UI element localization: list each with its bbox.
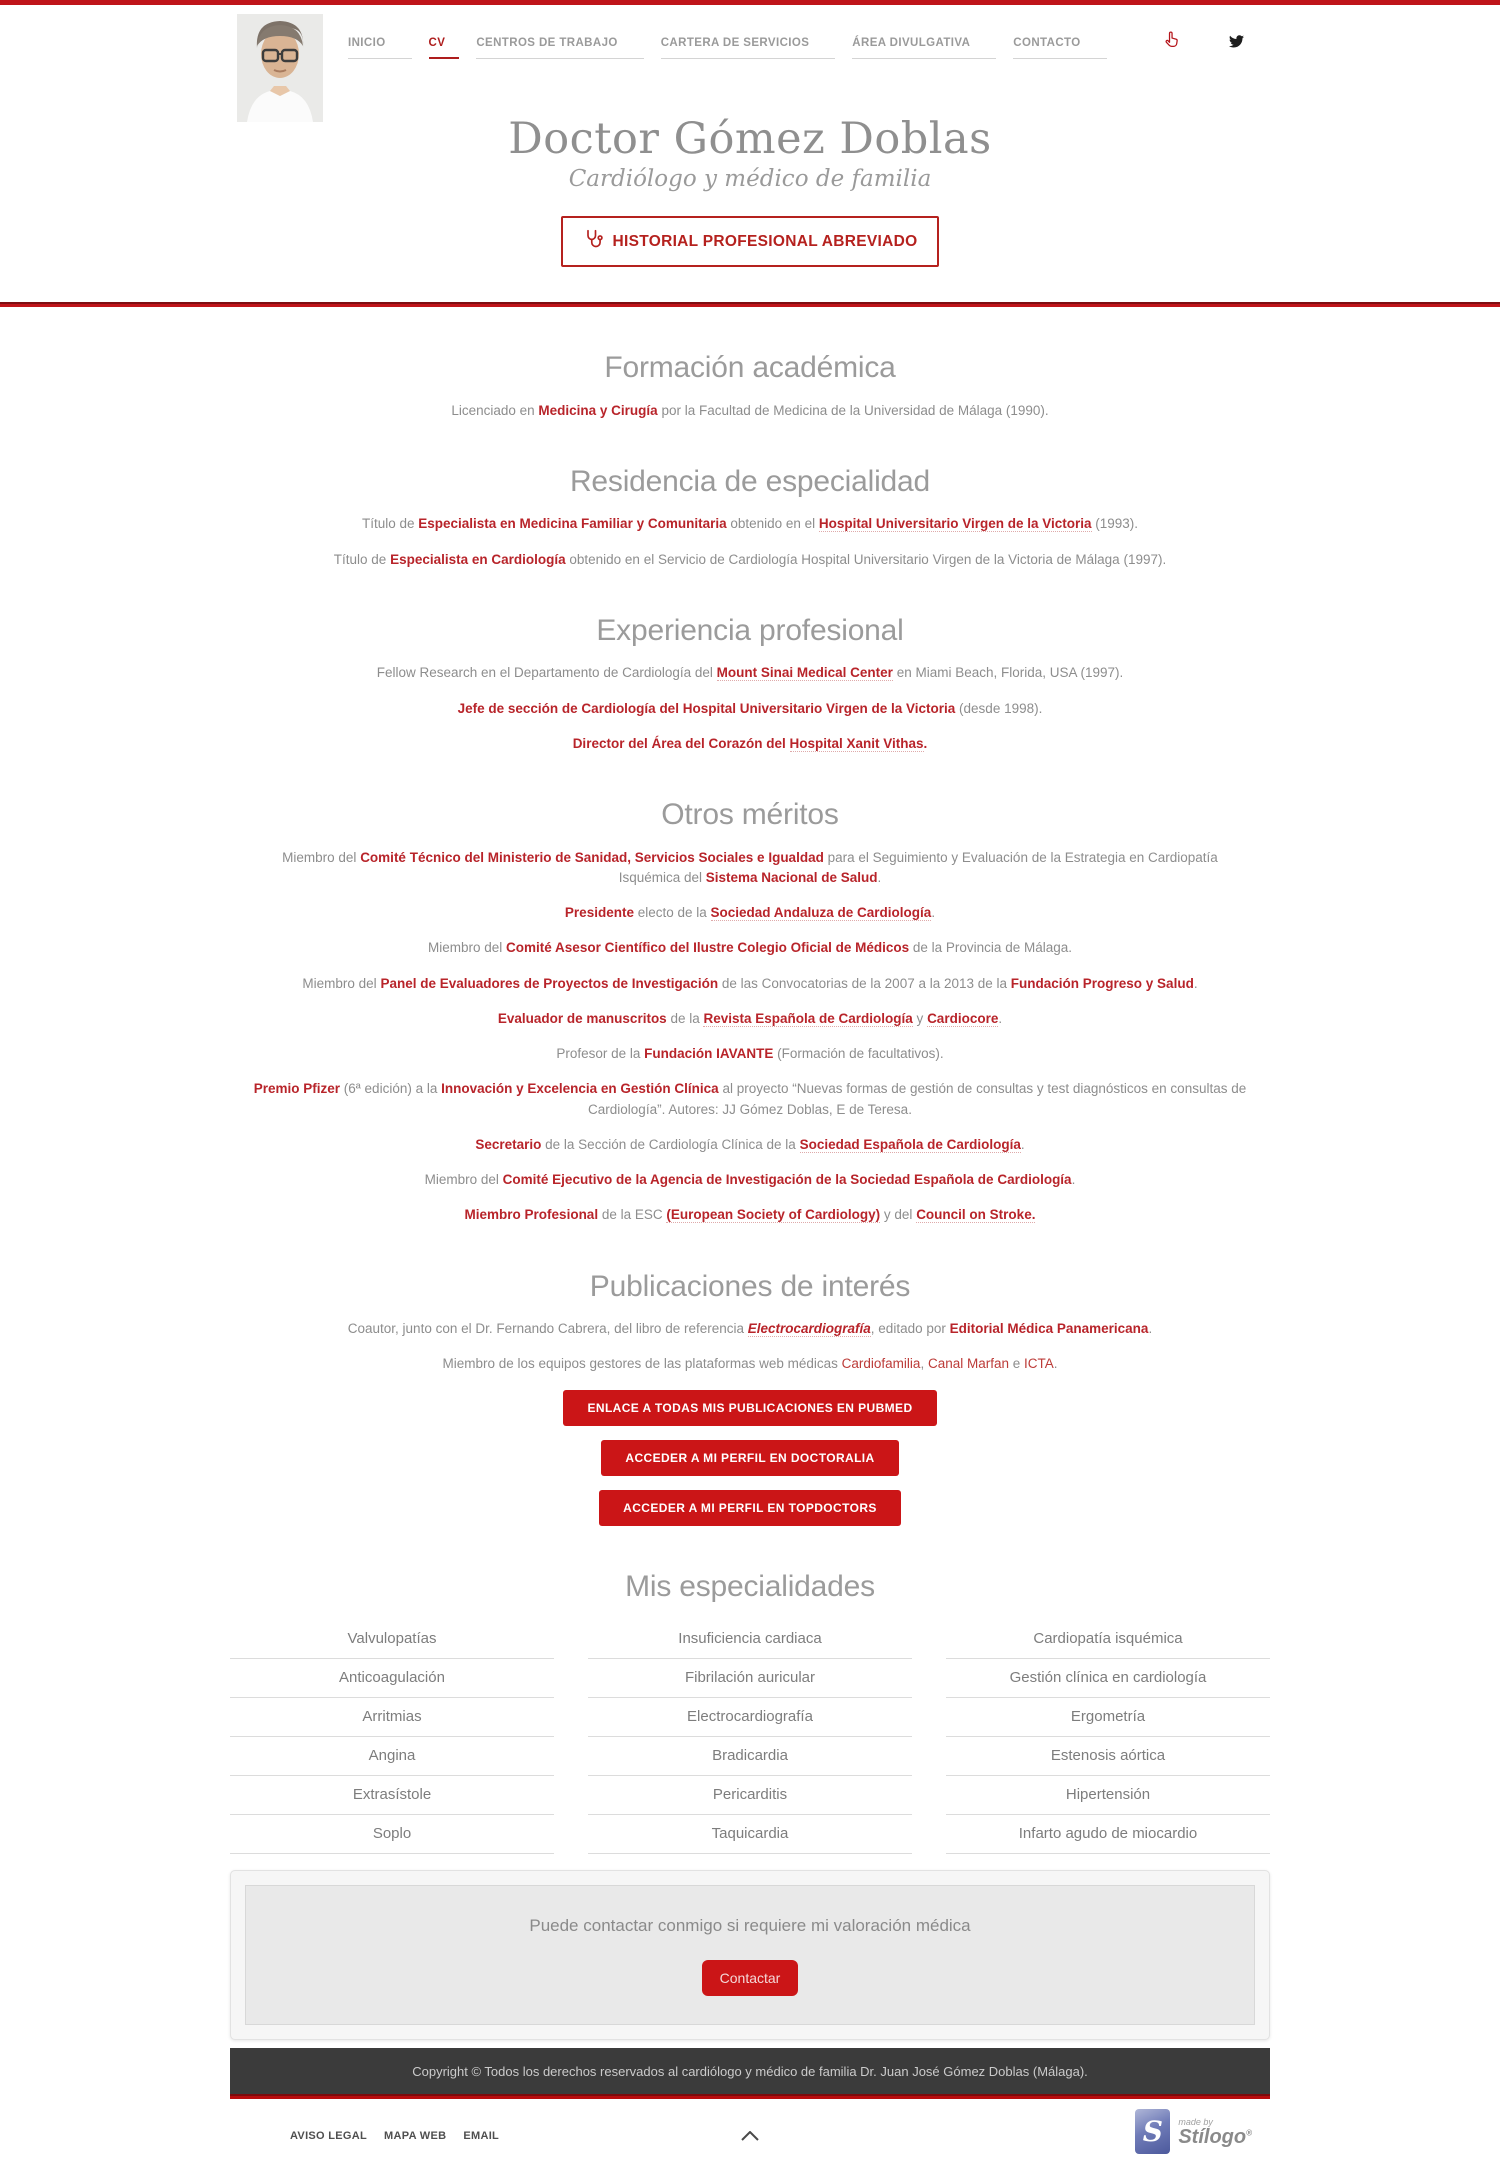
paragraph [250, 974, 1250, 994]
text-segment: de las Convocatorias de la 2007 a la 2013 de la [718, 975, 1011, 991]
text-link-revista-espanola-de-cardiologia[interactable]: Revista Española de Cardiología [703, 1010, 913, 1026]
page-title: Doctor Gómez Doblas [508, 114, 992, 164]
paragraph [250, 1044, 1250, 1064]
specialty-pericarditis: Pericarditis [588, 1776, 912, 1815]
section-heading-publicaciones-de-interes: Publicaciones de interés [589, 1269, 911, 1303]
specialty-angina: Angina [230, 1737, 554, 1776]
text-segment: . [1053, 1356, 1058, 1372]
paragraph [250, 1319, 1250, 1339]
paragraph [250, 1079, 1250, 1120]
footer-copyright-bar [230, 2048, 1270, 2094]
paragraph [250, 1009, 1250, 1029]
specialty-estenosis-aortica: Estenosis aórtica [946, 1737, 1270, 1776]
section-heading-formacion-academica: Formación académica [604, 351, 896, 384]
text-segment: Título de [333, 551, 391, 567]
text-segment: Jefe de sección de Cardiología del Hospital Universitario Virgen de la Victoria [457, 700, 956, 716]
section-publicaciones-de-interes [230, 1270, 1270, 1375]
text-segment: de la Sección de Cardiología Clínica de la [541, 1136, 800, 1152]
text-segment: (Formación de facultativos). [773, 1046, 944, 1061]
specialty-infarto-agudo-de-miocardio: Infarto agudo de miocardio [946, 1815, 1270, 1854]
specialty-taquicardia: Taquicardia [588, 1815, 912, 1854]
twitter-icon[interactable] [1229, 35, 1244, 53]
specialties-heading: Mis especialidades [625, 1569, 875, 1603]
text-segment: Panel de Evaluadores de Proyectos de Investigación [380, 975, 719, 991]
specialty-hipertension: Hipertensión [946, 1776, 1270, 1815]
button-enlace-a-todas-mis-publicaciones-en-pubmed[interactable]: ENLACE A TODAS MIS PUBLICACIONES EN PUBMED [563, 1390, 936, 1426]
text-segment: obtenido en el Servicio de Cardiología Hospital Universitario Virgen de la Victoria de Málaga (1997). [565, 551, 1167, 567]
specialty-fibrilacion-auricular: Fibrilación auricular [588, 1659, 912, 1698]
text-segment: Miembro de los equipos gestores de las plataformas web médicas [442, 1356, 842, 1372]
text-segment: . [998, 1010, 1003, 1026]
header-bottom-rule [0, 302, 1500, 307]
text-segment: por la Facultad de Medicina de la Universidad de Málaga (1990). [657, 402, 1049, 418]
masthead [0, 114, 1500, 267]
specialty-ergometria: Ergometría [946, 1698, 1270, 1737]
header [0, 0, 1500, 302]
text-segment: Comité Asesor Científico del Ilustre Colegio Oficial de Médicos [506, 940, 910, 956]
doctor-portrait-illustration [237, 14, 323, 122]
text-link-council-on-stroke[interactable]: Council on Stroke. [916, 1207, 1036, 1223]
text-segment: Comité Ejecutivo de la Agencia de Investigación de la Sociedad Española de Cardiología [502, 1172, 1072, 1187]
bottom-link-email[interactable]: EMAIL [463, 2130, 500, 2142]
chevron-up-icon [741, 2129, 759, 2144]
text-link-sociedad-andaluza-de-cardiologia[interactable]: Sociedad Andaluza de Cardiología [710, 905, 932, 920]
text-segment: . [1148, 1321, 1153, 1336]
text-segment: Profesor de la [556, 1046, 645, 1061]
contact-button[interactable]: Contactar [702, 1960, 799, 1996]
text-segment: para el Seguimiento y Evaluación de la Estrategia en Cardiopatía Isquémica del [618, 849, 1218, 885]
text-segment: Sistema Nacional de Salud [705, 869, 878, 885]
paragraph [250, 663, 1250, 683]
specialty-arritmias: Arritmias [230, 1698, 554, 1737]
text-segment: electo de la [633, 905, 711, 920]
text-segment: Miembro del [428, 940, 507, 956]
text-link-mount-sinai-medical-center[interactable]: Mount Sinai Medical Center [716, 665, 893, 681]
text-segment: e [1009, 1356, 1025, 1372]
text-segment: Miembro Profesional [464, 1207, 599, 1223]
text-segment: . [877, 869, 882, 885]
historial-profesional-button[interactable] [561, 216, 940, 267]
main-nav [348, 30, 1244, 59]
text-segment: Premio Pfizer [253, 1081, 341, 1097]
text-segment: ICTA [1024, 1356, 1054, 1372]
text-segment: Miembro del [282, 849, 361, 865]
paragraph [250, 1354, 1250, 1374]
nav-item-contacto[interactable]: CONTACTO [1013, 37, 1106, 59]
text-segment: en Miami Beach, Florida, USA (1997). [892, 665, 1124, 681]
bottom-link-aviso-legal[interactable]: AVISO LEGAL [290, 2130, 368, 2142]
section-heading-experiencia-profesional: Experiencia profesional [596, 613, 904, 647]
main-content [230, 351, 1270, 2040]
text-segment: , editado por [870, 1321, 950, 1336]
specialties-grid [230, 1620, 1270, 1854]
bottom-bar [230, 2099, 1270, 2171]
section-experiencia-profesional [230, 614, 1270, 754]
paragraph [250, 903, 1250, 923]
text-link-hospital-xanit-vithas[interactable]: Hospital Xanit Vithas [789, 735, 924, 751]
paragraph [250, 1205, 1250, 1225]
section-formacion-academica [230, 351, 1270, 421]
credit-made-by: made by [1178, 2116, 1213, 2127]
contact-message: Puede contactar conmigo si requiere mi valoración médica [529, 1916, 971, 1935]
nav-item-area-divulgativa[interactable]: ÁREA DIVULGATIVA [852, 37, 996, 59]
text-segment: Director del Área del Corazón del [572, 735, 790, 751]
paragraph [250, 514, 1250, 534]
text-segment: Fellow Research en el Departamento de Cardiología del [376, 665, 717, 681]
text-segment: . [1071, 1172, 1076, 1187]
text-segment: Miembro del [424, 1172, 503, 1187]
paragraph [250, 1135, 1250, 1155]
specialty-cardiopatia-isquemica: Cardiopatía isquémica [946, 1620, 1270, 1659]
text-segment: , [920, 1356, 928, 1372]
contact-panel-inner [245, 1885, 1255, 2025]
stilogo-logo-icon: S [1135, 2109, 1170, 2154]
text-segment: . [1193, 975, 1198, 991]
section-heading-residencia-de-especialidad: Residencia de especialidad [569, 464, 931, 498]
text-segment: Título de [361, 516, 419, 532]
nav-item-cartera-de-servicios[interactable]: CARTERA DE SERVICIOS [661, 37, 836, 59]
text-segment: Fundación Progreso y Salud [1010, 975, 1194, 991]
text-segment: de la [666, 1010, 704, 1026]
text-segment: Editorial Médica Panamericana [949, 1321, 1149, 1336]
publication-buttons [230, 1390, 1270, 1526]
text-segment: (6ª edición) a la [340, 1081, 442, 1097]
text-segment: al proyecto “Nuevas formas de gestión de consultas y test diagnósticos en consultas de Cardiología”. Autores: JJ Gómez Doblas, E de Teresa. [588, 1081, 1247, 1117]
section-heading-otros-meritos: Otros méritos [661, 798, 839, 831]
text-segment: Cardiofamilia [841, 1356, 921, 1372]
paragraph [250, 848, 1250, 889]
text-segment: Evaluador de manuscritos [497, 1010, 667, 1026]
text-segment: Especialista en Medicina Familiar y Comunitaria [418, 516, 727, 532]
text-segment: Licenciado en [451, 402, 539, 418]
specialty-extrasistole: Extrasístole [230, 1776, 554, 1815]
paragraph [250, 1170, 1250, 1190]
paragraph [250, 401, 1250, 421]
text-segment: Especialista en Cardiología [390, 551, 566, 567]
specialty-insuficiencia-cardiaca: Insuficiencia cardiaca [588, 1620, 912, 1659]
bottom-links [290, 2130, 499, 2142]
credit-name: Stílogo® [1178, 2125, 1252, 2148]
text-segment: (desde 1998). [955, 700, 1043, 716]
historial-profesional-label: HISTORIAL PROFESIONAL ABREVIADO [612, 232, 918, 250]
text-link-electrocardiografia[interactable]: Electrocardiografía [747, 1321, 871, 1336]
stethoscope-icon [583, 229, 603, 254]
text-link-european-society-of-cardiology[interactable]: (European Society of Cardiology) [666, 1207, 881, 1223]
text-segment: Medicina y Cirugía [538, 402, 658, 418]
text-segment: obtenido en el [726, 516, 819, 532]
doctor-portrait-photo[interactable] [237, 14, 323, 122]
page-subtitle: Cardiólogo y médico de familia [568, 166, 932, 193]
specialty-anticoagulacion: Anticoagulación [230, 1659, 554, 1698]
text-segment: de la Provincia de Málaga. [909, 940, 1072, 956]
text-segment: Canal Marfan [927, 1356, 1009, 1372]
text-segment: Presidente [564, 905, 634, 920]
text-segment: Coautor, junto con el Dr. Fernando Cabrera, del libro de referencia [347, 1321, 748, 1336]
button-acceder-a-mi-perfil-en-topdoctors[interactable]: ACCEDER A MI PERFIL EN TOPDOCTORS [599, 1490, 901, 1526]
paragraph [250, 699, 1250, 719]
text-segment: Secretario [475, 1136, 542, 1152]
nav-item-inicio[interactable]: INICIO [348, 37, 412, 59]
text-segment: Fundación IAVANTE [644, 1046, 774, 1061]
copyright-text: Copyright © Todos los derechos reservados al cardiólogo y médico de familia Dr. Juan José Gómez Doblas (Málaga). [412, 2064, 1088, 2079]
text-segment: Comité Técnico del Ministerio de Sanidad, Servicios Sociales e Igualdad [360, 849, 824, 865]
button-acceder-a-mi-perfil-en-doctoralia[interactable]: ACCEDER A MI PERFIL EN DOCTORALIA [601, 1440, 898, 1476]
paragraph [250, 734, 1250, 754]
sections [230, 351, 1270, 1375]
section-otros-meritos [230, 798, 1270, 1226]
text-segment: . [931, 905, 936, 920]
scroll-to-top-button[interactable] [741, 2129, 759, 2144]
text-segment: . [923, 735, 928, 751]
paragraph [250, 938, 1250, 958]
nav-item-cv[interactable]: CV [429, 37, 460, 59]
specialty-soplo: Soplo [230, 1815, 554, 1854]
text-segment: (1993). [1091, 516, 1139, 532]
specialty-valvulopatias: Valvulopatías [230, 1620, 554, 1659]
nav-item-centros-de-trabajo[interactable]: CENTROS DE TRABAJO [476, 37, 643, 59]
text-link-hospital-universitario-virgen-de-la-victoria[interactable]: Hospital Universitario Virgen de la Victoria [818, 516, 1092, 532]
section-residencia-de-especialidad [230, 465, 1270, 570]
text-segment: de la ESC [598, 1207, 667, 1223]
text-segment: y del [880, 1207, 917, 1223]
text-segment: Miembro del [302, 975, 381, 991]
paragraph [250, 550, 1250, 570]
specialty-bradicardia: Bradicardia [588, 1737, 912, 1776]
text-segment: . [1020, 1136, 1025, 1152]
hand-pointer-icon[interactable] [1162, 30, 1181, 54]
text-segment: y [912, 1010, 928, 1026]
contact-panel [230, 1870, 1270, 2040]
specialty-gestion-clinica-en-cardiologia: Gestión clínica en cardiología [946, 1659, 1270, 1698]
text-link-cardiocore[interactable]: Cardiocore [927, 1010, 999, 1026]
specialty-electrocardiografia: Electrocardiografía [588, 1698, 912, 1737]
bottom-link-mapa-web[interactable]: MAPA WEB [384, 2130, 447, 2142]
stilogo-credit-link[interactable] [1135, 2109, 1252, 2154]
text-link-sociedad-espanola-de-cardiologia[interactable]: Sociedad Española de Cardiología [799, 1136, 1021, 1152]
text-segment: Innovación y Excelencia en Gestión Clínica [441, 1081, 719, 1097]
